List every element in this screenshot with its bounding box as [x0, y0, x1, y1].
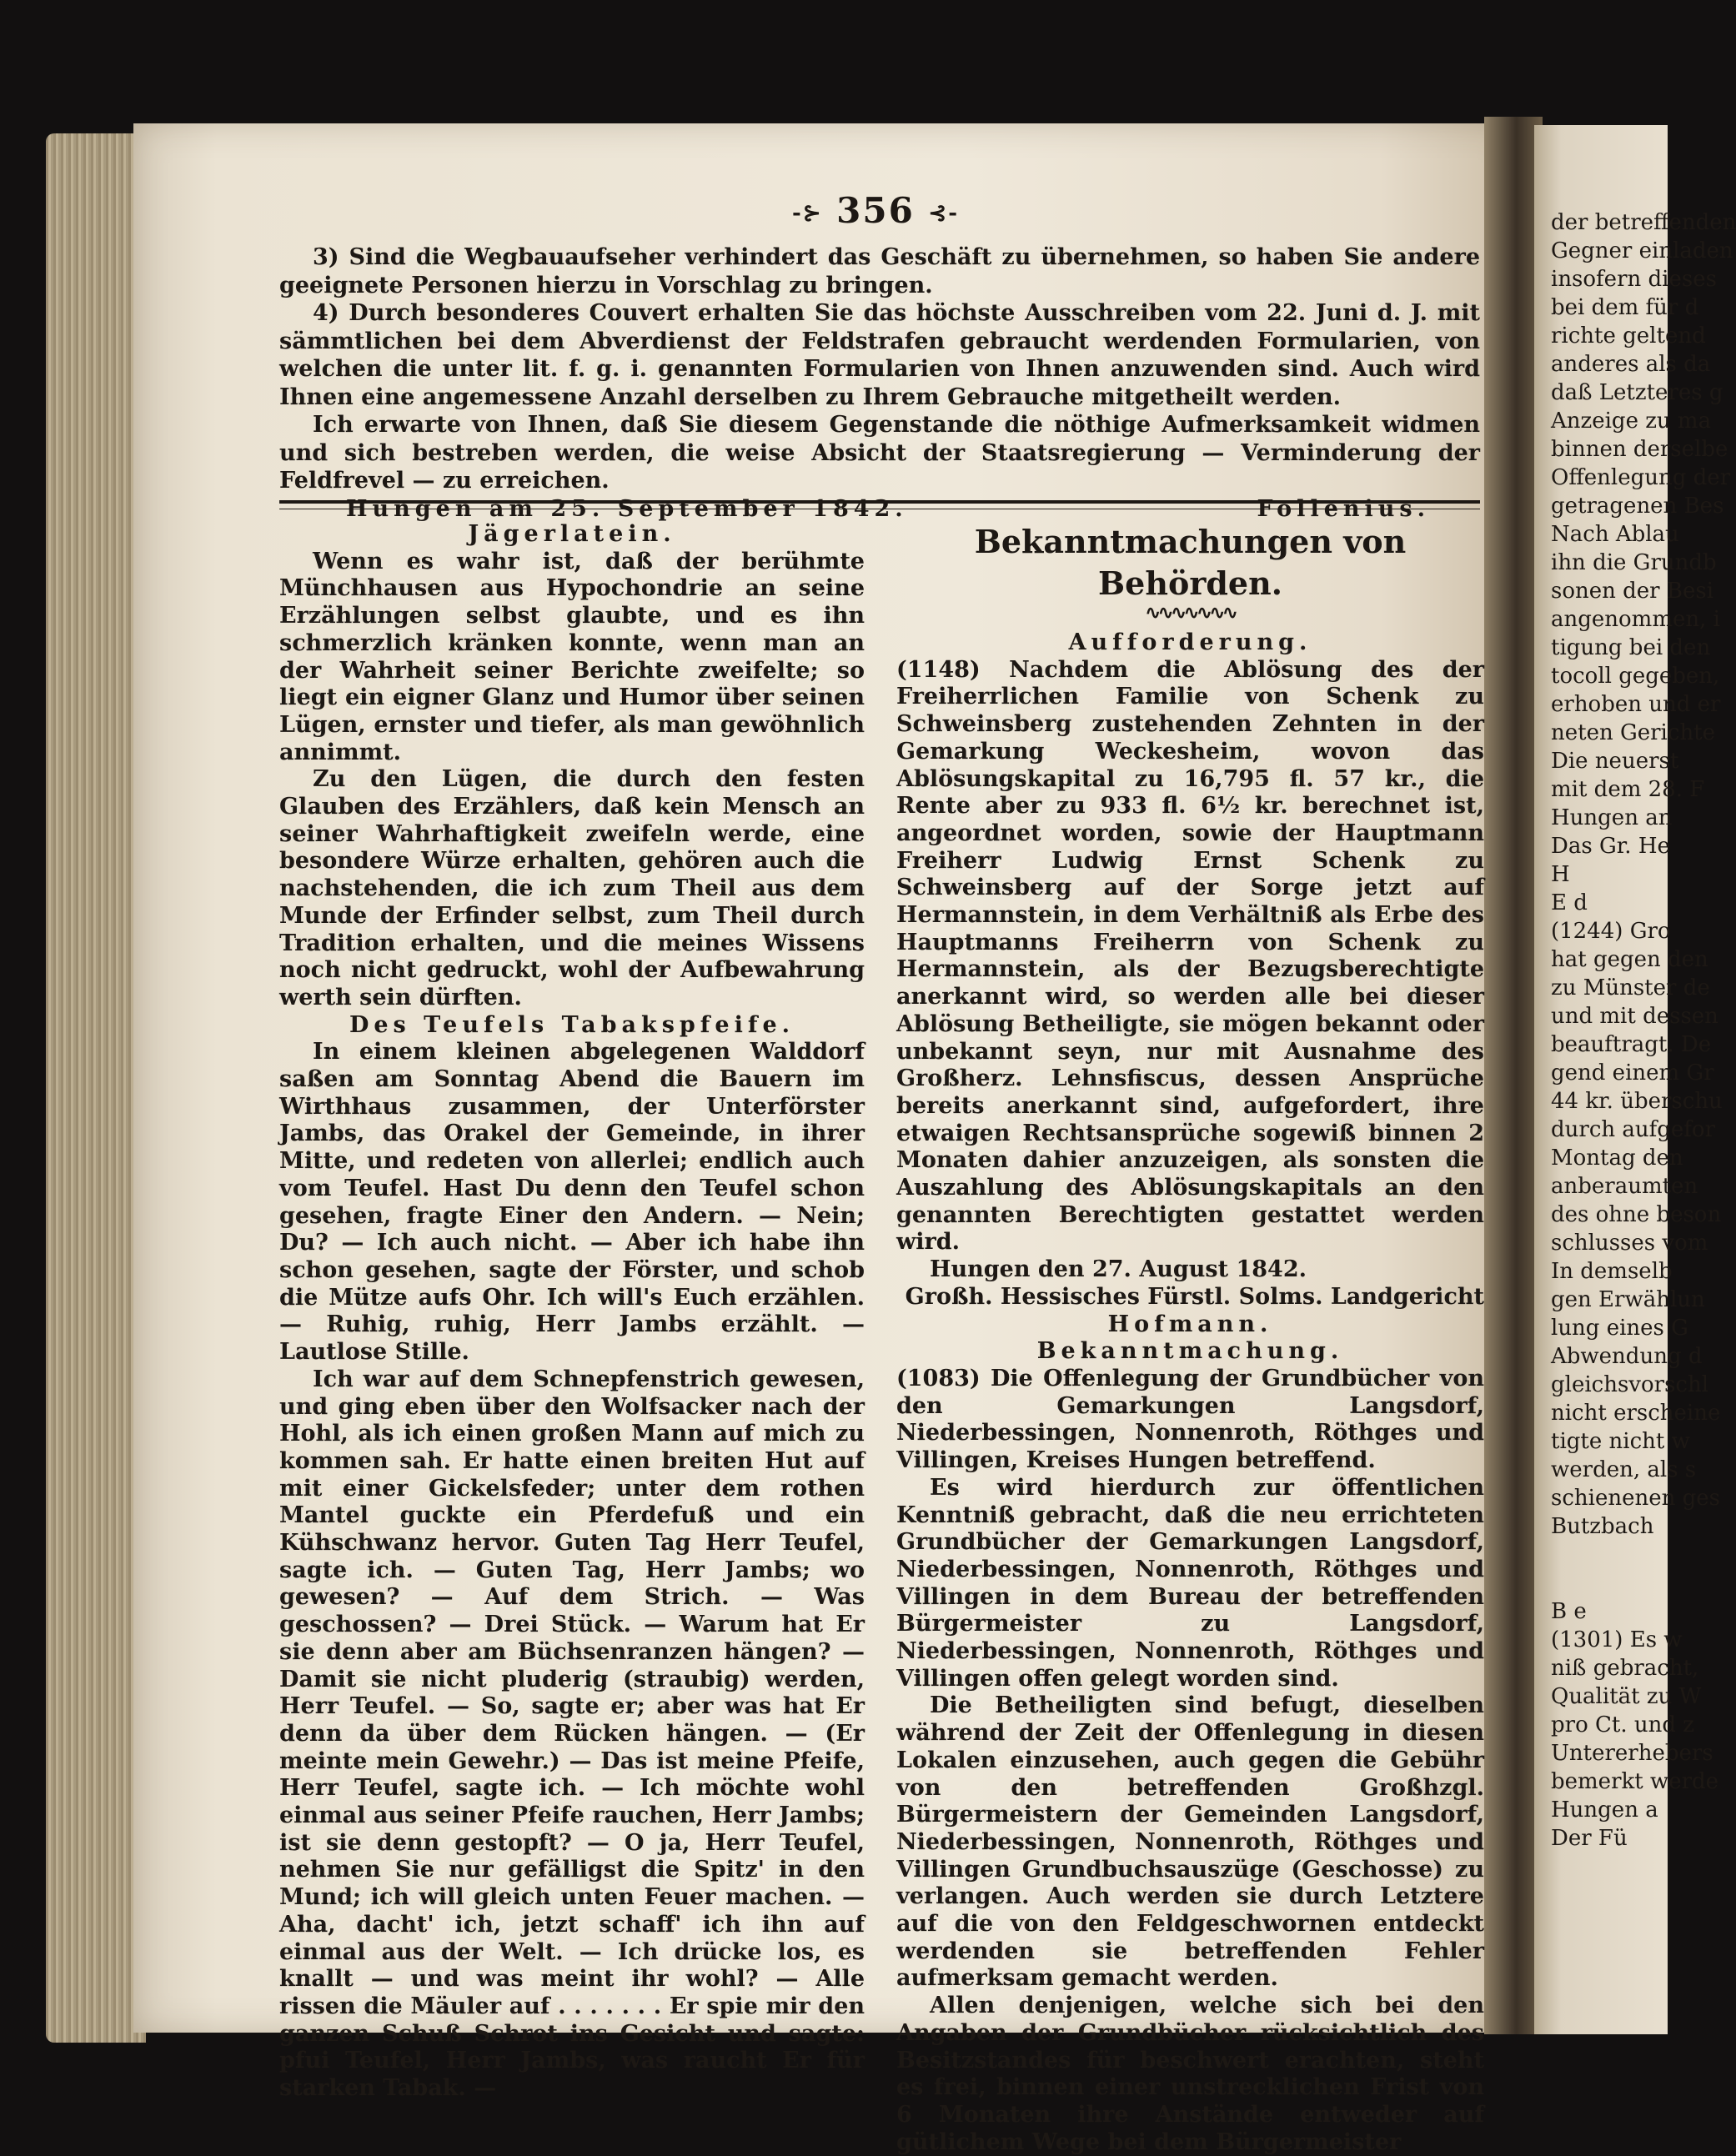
facing-page-line: anberaumten: [1551, 1174, 1698, 1199]
facing-page-line: schlusses vom: [1551, 1231, 1708, 1256]
facing-page-line: beauftragt. De: [1551, 1032, 1712, 1057]
facing-page-line: Nach Ablau: [1551, 522, 1679, 547]
notice-authority: Großh. Hessisches Fürstl. Solms. Landgericht: [905, 1283, 1484, 1310]
facing-page-line: getragenen Bes: [1551, 494, 1724, 519]
top-place-date: Hungen am 25. September 1842.: [346, 495, 908, 522]
facing-page-line: tigte nicht w: [1551, 1429, 1690, 1454]
facing-page-line: hat gegen den: [1551, 947, 1708, 972]
facing-page-line: richte geltend: [1551, 323, 1706, 348]
facing-page-line: Offenlegung der: [1551, 465, 1731, 490]
facing-page-line: daß Letzteres g: [1551, 380, 1723, 405]
facing-page-line: der betreffenden: [1551, 210, 1736, 235]
notice-number: (1148): [896, 656, 981, 683]
article-paragraph: Ich war auf dem Schnepfenstrich gewesen, und ging eben über den Wolfsacker nach der Hohl, als ich einen großen Mann auf mich zu kommen sah. Er hatte einen breiten Hut auf mit einer Gickelsfeder; unter dem rothen Mantel guckte ein Pferdefuß und ein Kühschwanz hervor. Guten Tag Herr Teufel, sagte ich. — Guten Tag, Herr Jambs; wo gewesen? — Auf dem Strich. — Was geschossen? — Drei Stück. — Warum hat Er sie denn aber am Büchsenranzen hängen? — Damit sie nicht pluderig (straubig) werden, Herr Teufel. — So, sagte er; aber was hat Er denn da über dem Rücken hängen. — (Er meinte mein Gewehr.) — Das ist meine Pfeife, Herr Teufel, sagte ich. — Ich möchte wohl einmal aus seiner Pfeife rauchen, Herr Jambs; ist sie denn gestopft? — O ja, Herr Teufel, nehmen Sie nur gefälligst die Spitz' in den Mund; ich will gleich unten Feuer machen. — Aha, dacht' ich, jetzt schaff' ich ihn auf einmal aus der Welt. — Ich drücke los, es knallt — und was meint ihr wohl? — Alle rissen die Mäuler auf . . . . . . . Er spie mir den ganzen Schuß Schrot ins Gesicht und sagte: pfui Teufel, Herr Jambs, was raucht Er für starken Tabak. —: [279, 1366, 865, 2102]
notice-text: Nachdem die Ablösung des der Freiherrlichen Familie von Schenk zu Schweinsberg zustehenden Zehnten in der Gemarkung Weckesheim, wovon das Ablösungskapital zu 16,795 fl. 57 kr., die Rente aber zu 933 fl. 6½ kr. berechnet ist, angeordnet worden, sowie der Hauptmann Freiherr Ludwig Ernst Schenk zu Schweinsberg auf der Sorge jetzt auf Hermannstein, in dem Verhältniß als Erbe des Hauptmanns Freiherrn von Schenk zu Hermannstein, als der Bezugsberechtigte anerkannt wird, so werden alle bei dieser Ablösung Betheiligte, sie mögen bekannt oder unbekannt seyn, nur mit Ausnahme des Großherz. Lehnsfiscus, dessen Ansprüche bereits anerkannt sind, aufgefordert, ihre etwaigen Rechtsansprüche sogewiß binnen 2 Monaten dahier anzuzeigen, als sonsten die Auszahlung des Ablösungskapitals an den genannten Berechtigten gestattet werden wird.: [896, 656, 1484, 1256]
facing-page-line: (1301) Es w: [1551, 1627, 1683, 1652]
top-notice: [279, 243, 1480, 523]
facing-page-line: (1244) Gro: [1551, 919, 1671, 944]
facing-page-line: [1551, 1541, 1668, 1569]
header-ornament-left: -⊱: [791, 201, 823, 226]
facing-page-line: E d: [1551, 890, 1588, 915]
facing-page-line: tigung bei den: [1551, 635, 1711, 660]
facing-page-line: durch aufgefor: [1551, 1117, 1715, 1142]
facing-page-line: 44 kr. überschu: [1551, 1089, 1723, 1114]
notice-text: Die Offenlegung der Grundbücher von den Gemarkungen Langsdorf, Niederbessingen, Nonnenroth, Röthges und Villingen, Kreises Hungen betreffend.: [896, 1365, 1484, 1474]
notice-place-date: Hungen den 27. August 1842.: [930, 1256, 1307, 1283]
notice-signature: Hofmann.: [1107, 1311, 1273, 1337]
facing-page-line: H: [1551, 862, 1570, 887]
facing-page-line: Abwendung d: [1551, 1344, 1703, 1369]
notice-paragraph: Die Betheiligten sind befugt, dieselben während der Zeit der Offenlegung in diesen Lokalen einzusehen, auch gegen die Gebühr von den betreffenden Großhzgl. Bürgermeistern der Gemeinden Langsdorf, Niederbessingen, Nonnenroth, Röthges und Villingen Grundbuchsauszüge (Geschosse) zu verlangen. Auch werden sie durch Letztere auf die von den Feldgeschwornen entdeckt werdenden sie betreffenden Fehler aufmerksam gemacht werden.: [896, 1692, 1484, 1992]
facing-page-line: tocoll gegeben,: [1551, 664, 1720, 689]
notice-paragraph: [896, 657, 1484, 1256]
facing-page-line: B e: [1551, 1599, 1587, 1624]
announcements-title: Bekanntmachungen von Behörden.: [974, 523, 1407, 602]
facing-page-line: gleichsvorschl: [1551, 1372, 1709, 1397]
facing-page-line: werden, als s: [1551, 1457, 1697, 1482]
facing-page-line: des ohne beson: [1551, 1202, 1722, 1227]
facing-page-line: Der Fü: [1551, 1826, 1628, 1851]
article-paragraph: Wenn es wahr ist, daß der berühmte Münchhausen aus Hypochondrie an seine Erzählungen selbst glaubte, und es ihn schmerzlich kränken konnte, wenn man an der Wahrheit seiner Berichte zweifelte; so liegt ein eigner Glanz und Humor über seinen Lügen, ernster und tiefer, als man gewöhnlich annimmt.: [279, 548, 865, 765]
notice-heading: Bekanntmachung.: [1036, 1338, 1344, 1365]
facing-page: [1534, 125, 1736, 2034]
facing-page-line: Qualität zu W: [1551, 1684, 1702, 1709]
facing-page-line: gend einem Gr: [1551, 1060, 1714, 1086]
facing-page-line: Hungen a: [1551, 1798, 1658, 1823]
article-paragraph: Zu den Lügen, die durch den festen Glauben des Erzählers, daß kein Mensch an seiner Wahrhaftigkeit zweifeln werde, eine besondere Würze erhalten, gehören auch die nachstehenden, die ich zum Theil aus dem Munde der Erfinder selbst, zum Theil durch Tradition erhalten, und die meines Wissens noch nicht gedruckt, wohl der Aufbewahrung werth sein dürften.: [279, 766, 865, 1010]
facing-page-line: insofern dieses: [1551, 267, 1717, 292]
facing-page-line: Gegner einladen: [1551, 238, 1733, 263]
notice-paragraph: [896, 1366, 1484, 1475]
facing-page-line: Das Gr. He: [1551, 834, 1670, 859]
facing-page-line: Die neuerst: [1551, 749, 1679, 774]
facing-page-line: erhoben und er: [1551, 692, 1721, 717]
notice-paragraph: Es wird hierdurch zur öffentlichen Kenntniß gebracht, daß die neu errichteten Grundbücher der Gemarkungen Langsdorf, Niederbessingen, Nonnenroth, Röthges und Villingen in dem Bureau der betreffenden Bürgermeister zu Langsdorf, Niederbessingen, Nonnenroth, Röthges und Villingen offen gelegt worden sind.: [896, 1474, 1484, 1692]
right-column: [896, 521, 1484, 2156]
facing-page-line: und mit dessen: [1551, 1004, 1718, 1029]
facing-page-line: zu Münster de: [1551, 975, 1710, 1000]
facing-page-line: neten Gerichte: [1551, 720, 1716, 745]
facing-page-line: In demselb: [1551, 1259, 1673, 1284]
left-column: [279, 521, 865, 2103]
article-title: Jägerlatein.: [468, 521, 676, 547]
facing-page-line: angenommen, i: [1551, 607, 1720, 632]
top-paragraph: 4) Durch besonderes Couvert erhalten Sie das höchste Ausschreiben vom 22. Juni d. J. mit sämmtlichen bei dem Abverdienst der Feldstrafen gebraucht werdenden Formularien, von welchen die unter lit. f. g. i. genannten Formularien von Ihnen anzuwenden sind. Auch wird Ihnen eine angemessene Anzahl derselben zu Ihrem Gebrauche mitgetheilt werden.: [279, 300, 1480, 410]
facing-page-line: Montag den: [1551, 1146, 1683, 1171]
facing-page-line: anderes als da: [1551, 352, 1711, 377]
facing-page-line: [1551, 1569, 1668, 1597]
facing-page-line: nicht erscheine: [1551, 1401, 1721, 1426]
facing-page-line: binnen derselbe: [1551, 437, 1728, 462]
notice-heading: Aufforderung.: [1068, 629, 1312, 655]
facing-page-line: niß gebracht,: [1551, 1656, 1699, 1681]
title-ornament: ∿∿∿∿∿∿∿: [1145, 602, 1236, 624]
facing-page-line: Anzeige zu ma: [1551, 409, 1712, 434]
notice-number: (1083): [896, 1365, 981, 1391]
top-signature: Follenius.: [1257, 495, 1430, 522]
facing-page-line: schienenen ges: [1551, 1486, 1720, 1511]
article-subtitle: Des Teufels Tabakspfeife.: [349, 1011, 795, 1038]
header-ornament-right: ⊰-: [928, 201, 960, 226]
facing-page-line: mit dem 28. F: [1551, 777, 1705, 802]
facing-page-line: lung eines G: [1551, 1316, 1688, 1341]
facing-page-line: gen Erwählun: [1551, 1287, 1705, 1312]
section-rule: [279, 500, 1480, 509]
facing-page-line: Butzbach: [1551, 1514, 1654, 1539]
facing-page-line: pro Ct. und z: [1551, 1712, 1694, 1737]
book-page-edges: [46, 133, 146, 2043]
facing-page-text: [1534, 125, 1736, 1853]
facing-page-line: ihn die Grundb: [1551, 550, 1717, 575]
top-paragraph: Ich erwarte von Ihnen, daß Sie diesem Gegenstande die nöthige Aufmerksamkeit widmen und sich bestreben werden, die weise Absicht der Staatsregierung — Verminderung der Feldfrevel — zu erreichen.: [279, 412, 1480, 494]
facing-page-line: Hungen an: [1551, 805, 1673, 830]
article-paragraph: In einem kleinen abgelegenen Walddorf saßen am Sonntag Abend die Bauern im Wirthhaus zusammen, der Unterförster Jambs, das Orakel der Gemeinde, in ihrer Mitte, und redeten von allerlei; endlich auch vom Teufel. Hast Du denn den Teufel schon gesehen, fragte Einer den Andern. — Nein; Du? — Ich auch nicht. — Aber ich habe ihn schon gesehen, sagte der Förster, und schob die Mütze aufs Ohr. Ich will's Euch erzählen. — Ruhig, ruhig, Herr Jambs erzählt. — Lautlose Stille.: [279, 1039, 865, 1366]
facing-page-line: bemerkt werde: [1551, 1769, 1719, 1794]
top-paragraph: 3) Sind die Wegbauaufseher verhindert das Geschäft zu übernehmen, so haben Sie andere geeignete Personen hierzu in Vorschlag zu bringen.: [279, 244, 1480, 298]
notice-paragraph: Allen denjenigen, welche sich bei den Angaben der Grundbücher rücksichtlich des Besitzstandes für beschwert erachten, steht es frei, binnen einer unstrecklichen Frist von 6 Monaten ihre Anstände entweder auf gütlichem Wege bei dem Bürgermeister: [896, 1993, 1484, 2155]
facing-page-line: Untererhebers: [1551, 1741, 1713, 1766]
page-number: 356: [836, 190, 915, 231]
page-header: [750, 190, 1001, 231]
facing-page-line: bei dem für d: [1551, 295, 1699, 320]
facing-page-line: sonen der Besi: [1551, 579, 1714, 604]
